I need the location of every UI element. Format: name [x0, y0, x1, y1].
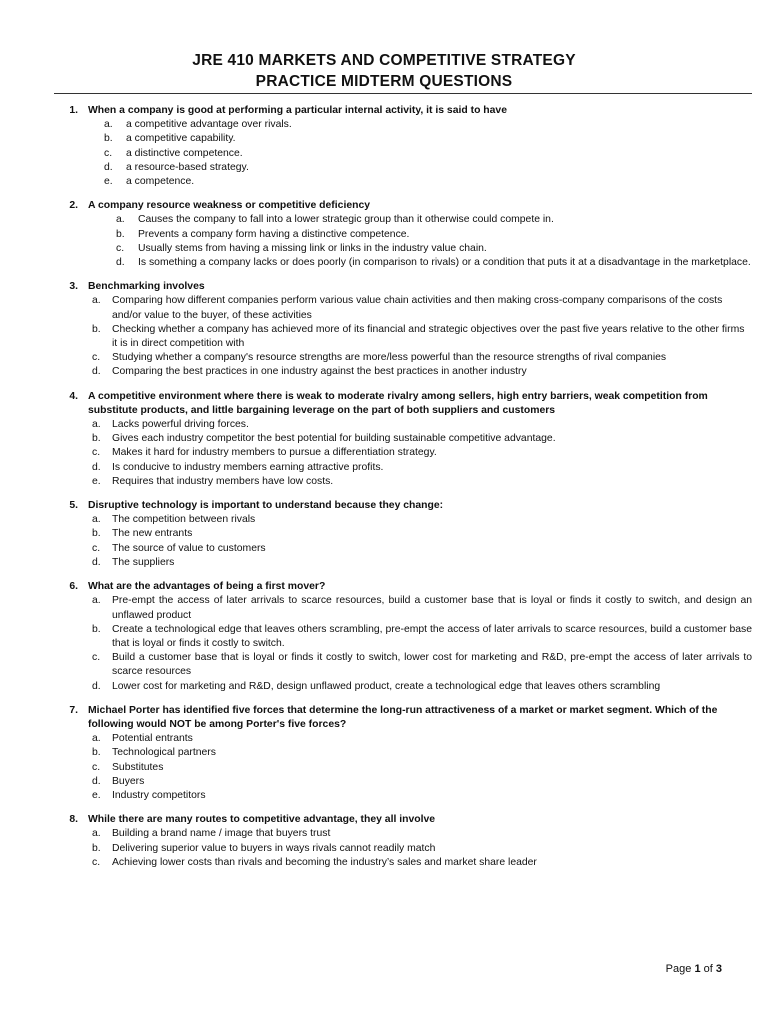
question-text: What are the advantages of being a first mover?: [88, 581, 326, 593]
answer-options: [54, 118, 752, 189]
option-text: The suppliers: [112, 556, 175, 568]
option-letter: d.: [92, 775, 101, 787]
option-letter: a.: [116, 214, 125, 226]
answer-option: [54, 527, 752, 541]
option-text: Is something a company lacks or does poorly (in comparison to rivals) or a condition that puts it at a disadvantage in the marketplace.: [138, 257, 751, 269]
answer-options: [54, 213, 752, 270]
option-text: a competitive advantage over rivals.: [126, 119, 292, 131]
question-number: 5.: [69, 500, 78, 512]
answer-option: [54, 651, 752, 679]
option-text: Building a brand name / image that buyers trust: [112, 828, 331, 840]
title-line-2: PRACTICE MIDTERM QUESTIONS: [255, 73, 513, 90]
option-letter: d.: [92, 366, 101, 378]
option-text: Buyers: [112, 775, 145, 787]
question-7: [54, 704, 752, 803]
answer-options: [54, 513, 752, 570]
option-text: Substitutes: [112, 761, 164, 773]
answer-option: [54, 351, 752, 365]
question-4: [54, 390, 752, 489]
title-divider: [54, 93, 752, 94]
question-5: [54, 499, 752, 570]
answer-option: [54, 323, 752, 351]
option-text: Requires that industry members have low costs.: [112, 475, 334, 487]
option-letter: c.: [116, 242, 125, 254]
option-letter: c.: [92, 652, 101, 664]
option-text: Comparing the best practices in one industry against the best practices in another industry: [112, 366, 527, 378]
page-footer: [666, 963, 722, 975]
option-letter: a.: [92, 514, 101, 526]
answer-option: [54, 680, 752, 694]
question-3: [54, 280, 752, 379]
option-text: a competence.: [126, 176, 195, 188]
question-list: [54, 104, 752, 880]
option-letter: a.: [92, 295, 101, 307]
option-text: The competition between rivals: [112, 514, 256, 526]
option-text: Comparing how different companies perform various value chain activities and then making cross-company comparisons of the costs and/or value to the buyer, of these activities: [112, 295, 723, 321]
option-text: Lacks powerful driving forces.: [112, 419, 249, 431]
option-letter: d.: [104, 161, 113, 173]
option-letter: a.: [92, 828, 101, 840]
answer-option: [54, 775, 752, 789]
option-letter: b.: [92, 323, 101, 335]
answer-option: [54, 147, 752, 161]
option-letter: a.: [92, 733, 101, 745]
question-number: 4.: [69, 390, 78, 402]
answer-option: [54, 132, 752, 146]
answer-option: [54, 761, 752, 775]
option-text: Delivering superior value to buyers in ways rivals cannot readily match: [112, 842, 436, 854]
option-text: Lower cost for marketing and R&D, design unflawed product, create a technological edge that leaves others scrambling: [112, 680, 661, 692]
option-letter: a.: [104, 119, 113, 131]
option-text: Pre-empt the access of later arrivals to scarce resources, build a customer base that is loyal or finds it costly to switch, and design an unflawed product: [112, 595, 752, 621]
question-text: A competitive environment where there is weak to moderate rivalry among sellers, high entry barriers, weak competition from substitute products, and little bargaining leverage on the part of both suppliers and customers: [88, 390, 708, 416]
option-letter: b.: [116, 228, 125, 240]
option-letter: e.: [104, 176, 113, 188]
option-text: Gives each industry competitor the best potential for building sustainable competitive advantage.: [112, 433, 556, 445]
option-letter: c.: [104, 147, 113, 159]
option-text: Achieving lower costs than rivals and becoming the industry’s sales and market share leader: [112, 856, 537, 868]
answer-option: [54, 842, 752, 856]
answer-option: [54, 623, 752, 651]
option-text: Makes it hard for industry members to pursue a differentiation strategy.: [112, 447, 437, 459]
question-number: 7.: [69, 704, 78, 716]
option-text: The source of value to customers: [112, 542, 266, 554]
option-text: Create a technological edge that leaves others scrambling, pre-empt the access of later arrivals to scarce resources, build a customer base that is loyal or finds it costly to switch.: [112, 623, 752, 649]
option-letter: c.: [92, 542, 101, 554]
answer-option: [54, 256, 752, 270]
page-total: 3: [715, 963, 722, 975]
question-stem: [54, 390, 752, 418]
option-letter: a.: [92, 595, 101, 607]
answer-option: [54, 856, 752, 870]
answer-options: [54, 827, 752, 870]
option-text: Studying whether a company's resource strengths are more/less powerful than the resource strengths of rival companies: [112, 352, 667, 364]
question-2: [54, 199, 752, 270]
option-letter: b.: [92, 433, 101, 445]
question-number: 6.: [69, 581, 78, 593]
option-text: a competitive capability.: [126, 133, 236, 145]
answer-option: [54, 461, 752, 475]
answer-options: [54, 294, 752, 379]
option-text: Build a customer base that is loyal or finds it costly to switch, lower cost for marketing and R&D, pre-empt the access of later arrivals to scarce resources: [112, 652, 752, 678]
option-letter: b.: [92, 623, 101, 635]
option-letter: b.: [92, 528, 101, 540]
option-letter: c.: [92, 352, 101, 364]
option-letter: d.: [92, 556, 101, 568]
question-number: 2.: [69, 200, 78, 212]
option-text: Prevents a company form having a distinctive competence.: [138, 228, 410, 240]
answer-option: [54, 746, 752, 760]
answer-option: [54, 732, 752, 746]
answer-option: [54, 827, 752, 841]
of-word: of: [703, 963, 713, 975]
answer-option: [54, 418, 752, 432]
option-text: Causes the company to fall into a lower strategic group than it otherwise could compete in.: [138, 214, 554, 226]
answer-option: [54, 446, 752, 460]
answer-option: [54, 789, 752, 803]
answer-option: [54, 118, 752, 132]
option-text: Checking whether a company has achieved more of its financial and strategic objectives over the past five years relative to the other firms it is in direct competition with: [112, 323, 745, 350]
option-text: a distinctive competence.: [126, 147, 243, 159]
question-text: When a company is good at performing a particular internal activity, it is said to have: [88, 105, 507, 116]
option-text: Industry competitors: [112, 789, 206, 801]
answer-option: [54, 161, 752, 175]
answer-options: [54, 418, 752, 489]
question-1: [54, 104, 752, 189]
title-line-1: JRE 410 MARKETS AND COMPETITIVE STRATEGY: [192, 52, 576, 69]
option-text: Usually stems from having a missing link or links in the industry value chain.: [138, 242, 487, 254]
option-text: Potential entrants: [112, 733, 193, 745]
document-title: [0, 50, 768, 92]
question-text: Disruptive technology is important to understand because they change:: [88, 500, 444, 512]
page-current: 1: [694, 963, 701, 975]
option-letter: d.: [92, 461, 101, 473]
page-word: Page: [665, 963, 692, 975]
option-letter: a.: [92, 419, 101, 431]
question-8: [54, 813, 752, 870]
answer-option: [54, 365, 752, 379]
answer-option: [54, 475, 752, 489]
option-text: Technological partners: [112, 747, 216, 759]
option-letter: e.: [92, 789, 101, 801]
answer-option: [54, 594, 752, 622]
option-letter: b.: [92, 747, 101, 759]
option-letter: c.: [92, 447, 101, 459]
question-text: While there are many routes to competitive advantage, they all involve: [88, 814, 436, 826]
question-stem: [54, 499, 752, 513]
option-text: Is conducive to industry members earning attractive profits.: [112, 461, 384, 473]
answer-option: [54, 542, 752, 556]
answer-option: [54, 294, 752, 322]
option-text: a resource-based strategy.: [126, 161, 249, 173]
question-number: 3.: [69, 281, 78, 293]
question-text: Michael Porter has identified five forces that determine the long-run attractiveness of a market or market segment. Which of the following would NOT be among Porter's five forces?: [88, 704, 718, 730]
answer-option: [54, 175, 752, 189]
option-letter: d.: [92, 680, 101, 692]
answer-options: [54, 594, 752, 693]
answer-option: [54, 556, 752, 570]
question-stem: [54, 104, 752, 118]
answer-option: [54, 513, 752, 527]
question-6: [54, 580, 752, 694]
option-letter: c.: [92, 761, 101, 773]
question-number: 1.: [69, 105, 78, 116]
option-letter: d.: [116, 257, 125, 269]
question-stem: [54, 580, 752, 594]
option-text: The new entrants: [112, 528, 193, 540]
option-letter: c.: [92, 856, 101, 868]
answer-option: [54, 242, 752, 256]
question-number: 8.: [69, 814, 78, 826]
option-letter: b.: [92, 842, 101, 854]
question-stem: [54, 813, 752, 827]
question-stem: [54, 280, 752, 294]
option-letter: b.: [104, 133, 113, 145]
question-stem: [54, 199, 752, 213]
answer-option: [54, 432, 752, 446]
option-letter: e.: [92, 475, 101, 487]
answer-options: [54, 732, 752, 803]
question-stem: [54, 704, 752, 732]
question-text: A company resource weakness or competitive deficiency: [88, 200, 371, 212]
question-text: Benchmarking involves: [88, 281, 205, 293]
answer-option: [54, 213, 752, 227]
answer-option: [54, 228, 752, 242]
